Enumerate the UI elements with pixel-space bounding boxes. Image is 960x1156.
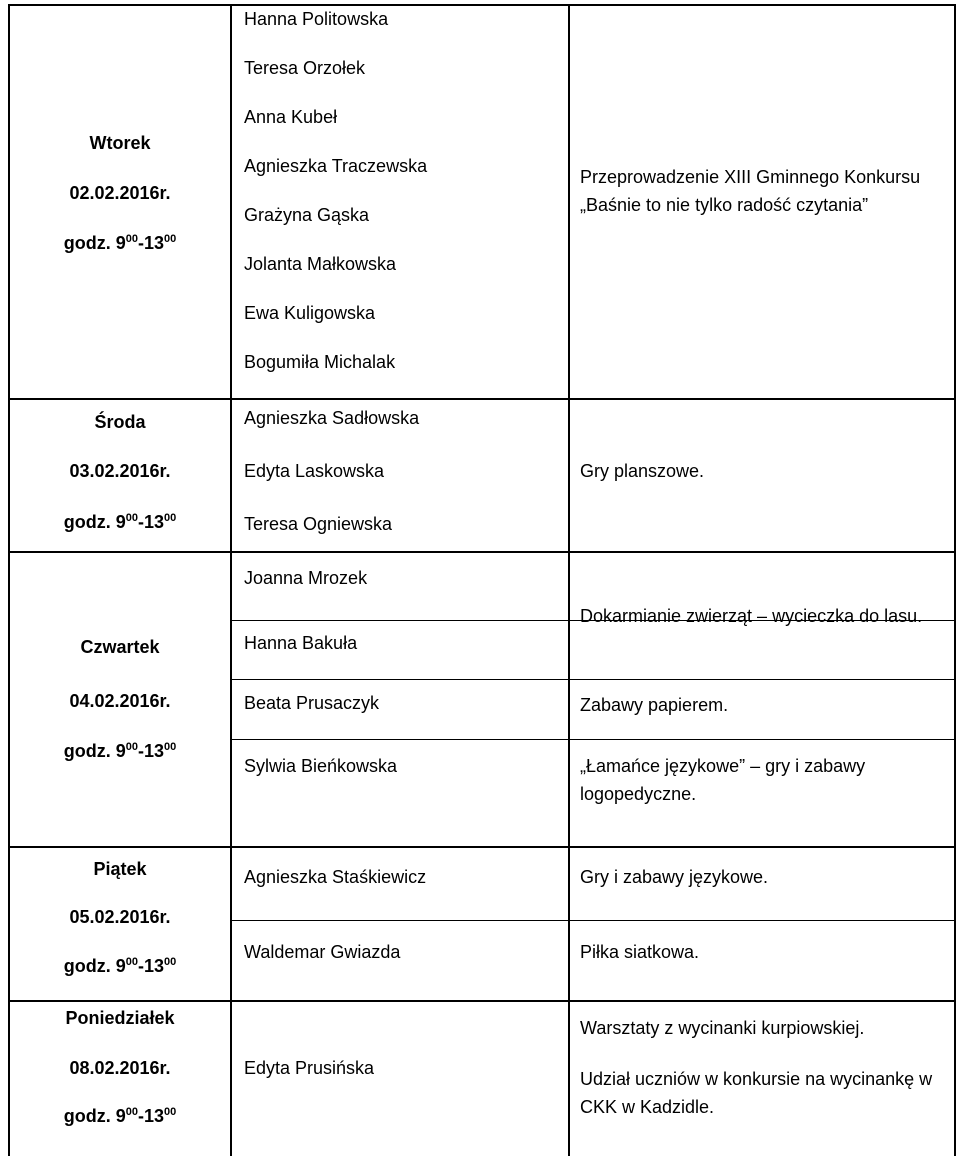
- activity-text: Gry planszowe.: [580, 461, 705, 481]
- teacher-name: Hanna Politowska: [244, 9, 389, 29]
- teacher-name: Joanna Mrozek: [244, 568, 368, 588]
- row-border: [8, 4, 956, 6]
- activity-text: Przeprowadzenie XIII Gminnego Konkursu: [580, 167, 921, 187]
- day-label: Wtorek: [89, 133, 151, 153]
- activity-text: Piłka siatkowa.: [580, 942, 700, 962]
- cell-divider: [569, 739, 954, 740]
- activity-text: Warsztaty z wycinanki kurpiowskiej.: [580, 1018, 865, 1038]
- activity-text: CKK w Kadzidle.: [580, 1097, 715, 1117]
- teacher-name: Sylwia Bieńkowska: [244, 756, 398, 776]
- activity-text: logopedyczne.: [580, 784, 697, 804]
- teacher-name: Agnieszka Staśkiewicz: [244, 867, 427, 887]
- teacher-name: Agnieszka Traczewska: [244, 156, 428, 176]
- activity-text: „Łamańce językowe” – gry i zabawy: [580, 756, 866, 776]
- cell-divider: [569, 679, 954, 680]
- day-label: Piątek: [93, 859, 147, 879]
- row-border: [8, 846, 956, 848]
- table-divider-1: [230, 4, 232, 1156]
- time-label: godz. $9^{00}-13^{00}$: [63, 741, 177, 761]
- activity-text: Gry i zabawy językowe.: [580, 867, 769, 887]
- teacher-name: Teresa Ogniewska: [244, 514, 393, 534]
- activity-text: Dokarmianie zwierząt – wycieczka do lasu.: [580, 606, 923, 626]
- teacher-name: Edyta Prusińska: [244, 1058, 375, 1078]
- cell-divider: [231, 920, 568, 921]
- teacher-name: Jolanta Małkowska: [244, 254, 397, 274]
- date-label: 02.02.2016r.: [69, 183, 171, 203]
- row-border: [8, 1000, 956, 1002]
- activity-text: „Baśnie to nie tylko radość czytania”: [580, 195, 869, 215]
- teacher-name: Waldemar Gwiazda: [244, 942, 401, 962]
- activity-text: Zabawy papierem.: [580, 695, 729, 715]
- time-label: godz. $9^{00}-13^{00}$: [63, 233, 177, 253]
- date-label: 08.02.2016r.: [69, 1058, 171, 1078]
- cell-divider: [569, 920, 954, 921]
- row-border: [8, 398, 956, 400]
- teacher-name: Beata Prusaczyk: [244, 693, 380, 713]
- day-label: Środa: [94, 412, 146, 432]
- teacher-name: Hanna Bakuła: [244, 633, 358, 653]
- teacher-name: Bogumiła Michalak: [244, 352, 396, 372]
- time-label: godz. $9^{00}-13^{00}$: [63, 1106, 177, 1126]
- date-label: 04.02.2016r.: [69, 691, 171, 711]
- cell-divider: [231, 739, 568, 740]
- time-label: godz. $9^{00}-13^{00}$: [63, 956, 177, 976]
- table-border-left: [8, 4, 10, 1156]
- row-border: [8, 551, 956, 553]
- day-label: Poniedziałek: [65, 1008, 175, 1028]
- cell-divider: [231, 620, 568, 621]
- teacher-name: Ewa Kuligowska: [244, 303, 376, 323]
- activity-text: Udział uczniów w konkursie na wycinankę w: [580, 1069, 933, 1089]
- teacher-name: Anna Kubeł: [244, 107, 338, 127]
- table-divider-2: [568, 4, 570, 1156]
- time-label: godz. $9^{00}-13^{00}$: [63, 512, 177, 532]
- teacher-name: Agnieszka Sadłowska: [244, 408, 420, 428]
- table-border-right: [954, 4, 956, 1156]
- cell-divider: [231, 679, 568, 680]
- day-label: Czwartek: [80, 637, 160, 657]
- teacher-name: Grażyna Gąska: [244, 205, 370, 225]
- teacher-name: Edyta Laskowska: [244, 461, 385, 481]
- teacher-name: Teresa Orzołek: [244, 58, 366, 78]
- date-label: 03.02.2016r.: [69, 461, 171, 481]
- date-label: 05.02.2016r.: [69, 907, 171, 927]
